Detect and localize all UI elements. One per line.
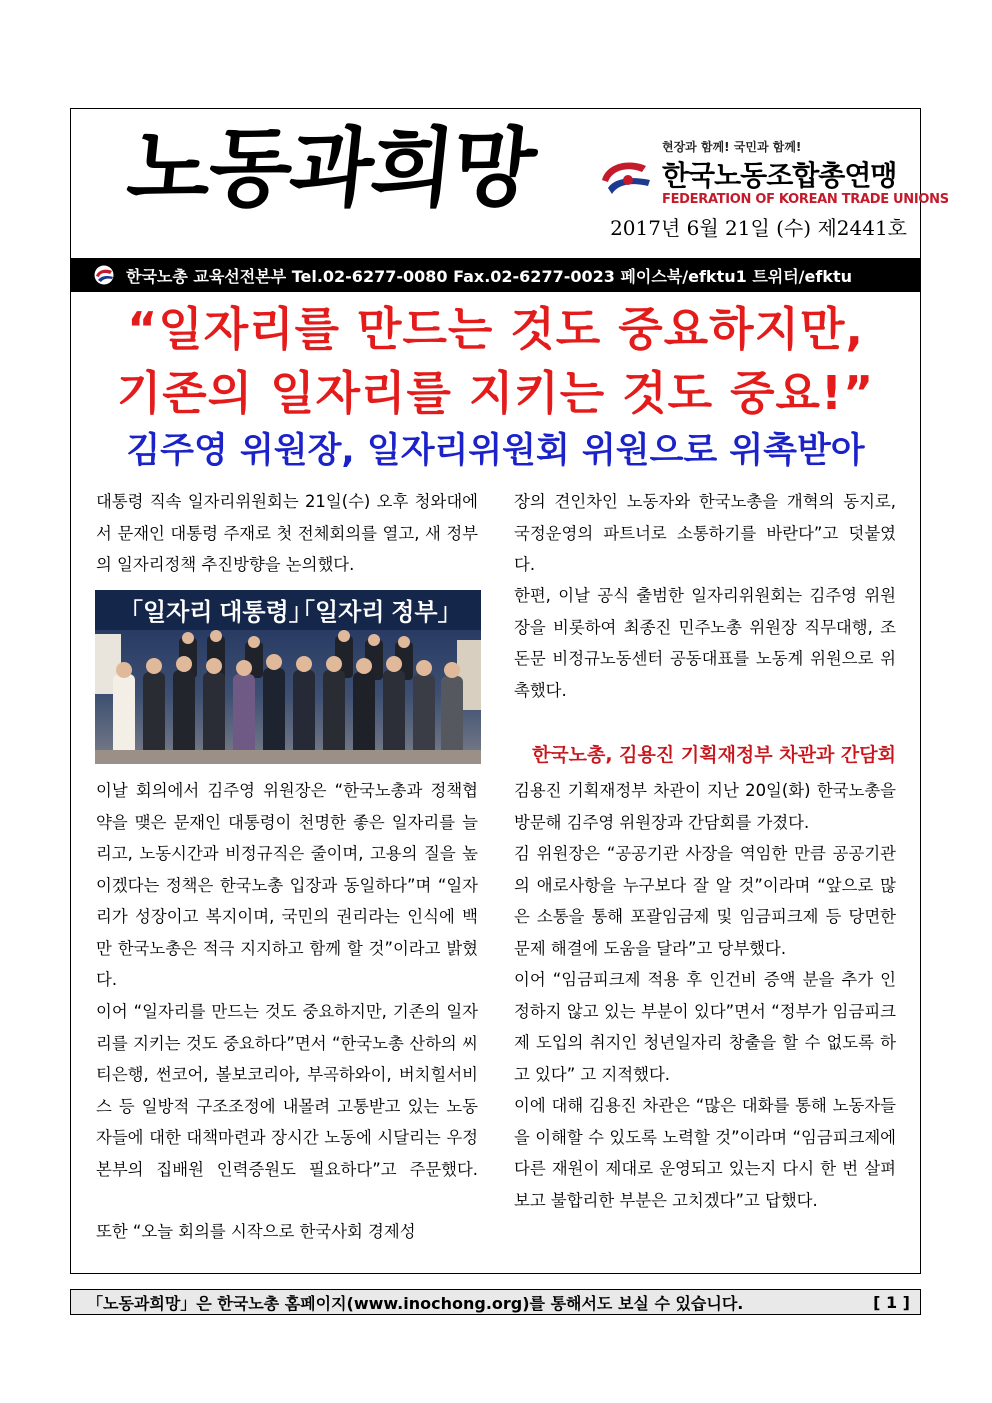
side-article-paragraph: 이에 대해 김용진 차관은 “많은 대화를 통해 노동자들을 이해할 수 있도록 노력할 것”이라며 “임금피크제에 다른 재원이 제대로 운영되고 있는지 다시 한 번 살펴보고 불합리한 부분은 고치겠다”고 답했다.: [514, 1096, 896, 1210]
page-number: [ 1 ]: [873, 1292, 910, 1312]
article-paragraph: 또한 “오늘 회의를 시작으로 한국사회 경제성: [96, 1222, 416, 1241]
headline-line-2: 기존의 일자리를 지키는 것도 중요!”: [116, 366, 875, 420]
article-paragraph: 장의 견인차인 노동자와 한국노총을 개혁의 동지로, 국정운영의 파트너로 소통하기를 바란다”고 덧붙였다.: [514, 492, 896, 574]
article-paragraph: 대통령 직속 일자리위원회는 21일(수) 오후 청와대에서 문재인 대통령 주재로 첫 전체회의를 열고, 새 정부의 일자리정책 추진방향을 논의했다.: [96, 492, 478, 574]
article-paragraph: 이어 “일자리를 만드는 것도 중요하지만, 기존의 일자리를 지키는 것도 중요하다”면서 “한국노총 산하의 씨티은행, 썬코어, 볼보코리아, 부곡하와이, 버치힐서비스 등 일방적 구조조정에 내몰려 고통받고 있는 노동자들에 대한 대책마련과 장시간 노동에 시달리는 우정본부의 집배원 인력증원도 필요하다”고 주문했다.: [96, 1002, 478, 1179]
side-article-title: 한국노총, 김용진 기획재정부 차관과 간담회: [531, 744, 896, 766]
footer-text: 「노동과희망」은 한국노총 홈페이지(www.inochong.org)를 통해서도 보실 수 있습니다.: [87, 1293, 744, 1313]
org-name-english: FEDERATION OF KOREAN TRADE UNIONS: [662, 192, 949, 207]
article-paragraph: 이날 회의에서 김주영 위원장은 “한국노총과 정책협약을 맺은 문재인 대통령이 천명한 좋은 일자리를 늘리고, 노동시간과 비정규직은 줄이며, 고용의 질을 높이겠다는 정책은 한국노총 입장과 동일하다”며 “일자리가 성장이고 복지이며, 국민의 권리라는 인식에 백만 한국노총은 적극 지지하고 함께 할 것”이라고 밝혔다.: [96, 781, 478, 989]
photo-banner-left: 「일자리 대통령」: [119, 599, 313, 626]
contact-bar: [70, 258, 921, 292]
fktu-logo-icon: [598, 154, 654, 198]
issue-date: 2017년 6월 21일 (수) 제2441호: [610, 216, 907, 240]
masthead: [70, 108, 949, 258]
side-article-paragraph: 이어 “임금피크제 적용 후 인건비 증액 분을 추가 인정하지 않고 있는 부분이 있다”면서 “정부가 임금피크제 도입의 취지인 청년일자리 창출을 할 수 없도록 하고 있다” 고 지적했다.: [514, 970, 896, 1084]
subheadline: 김주영 위원장, 일자리위원회 위원으로 위촉받아: [126, 431, 865, 471]
side-article-paragraph: 김용진 기획재정부 차관이 지난 20일(화) 한국노총을 방문해 김주영 위원장과 간담회를 가졌다.: [514, 781, 896, 832]
org-name-korean: 한국노동조합총연맹: [662, 159, 897, 192]
article-paragraph: 한편, 이날 공식 출범한 일자리위원회는 김주영 위원장을 비롯하여 최종진 민주노총 위원장 직무대행, 조돈문 비정규노동센터 공동대표를 노동계 위원으로 위촉했다.: [514, 586, 896, 700]
contact-info: 한국노총 교육선전본부 Tel.02-6277-0080 Fax.02-6277-0023 페이스북/efktu1 트위터/efktu: [126, 266, 853, 286]
side-article-paragraph: 김 위원장은 “공공기관 사장을 역임한 만큼 공공기관의 애로사항을 누구보다 잘 알 것”이라며 “앞으로 많은 소통을 통해 포괄임금제 및 임금피크제 등 당면한 문제 해결에 도움을 달라”고 당부했다.: [514, 844, 896, 958]
newsletter-title: 노동과희망: [122, 118, 539, 219]
photo-banner-right: 「일자리 정부」: [291, 599, 462, 626]
headline-line-1: “일자리를 만드는 것도 중요하지만,: [127, 302, 864, 356]
footer-bar: [70, 1289, 921, 1315]
fktu-mini-logo-icon: [92, 265, 116, 285]
org-slogan: 현장과 함께! 국민과 함께!: [662, 140, 802, 154]
meeting-photo: [95, 590, 481, 764]
